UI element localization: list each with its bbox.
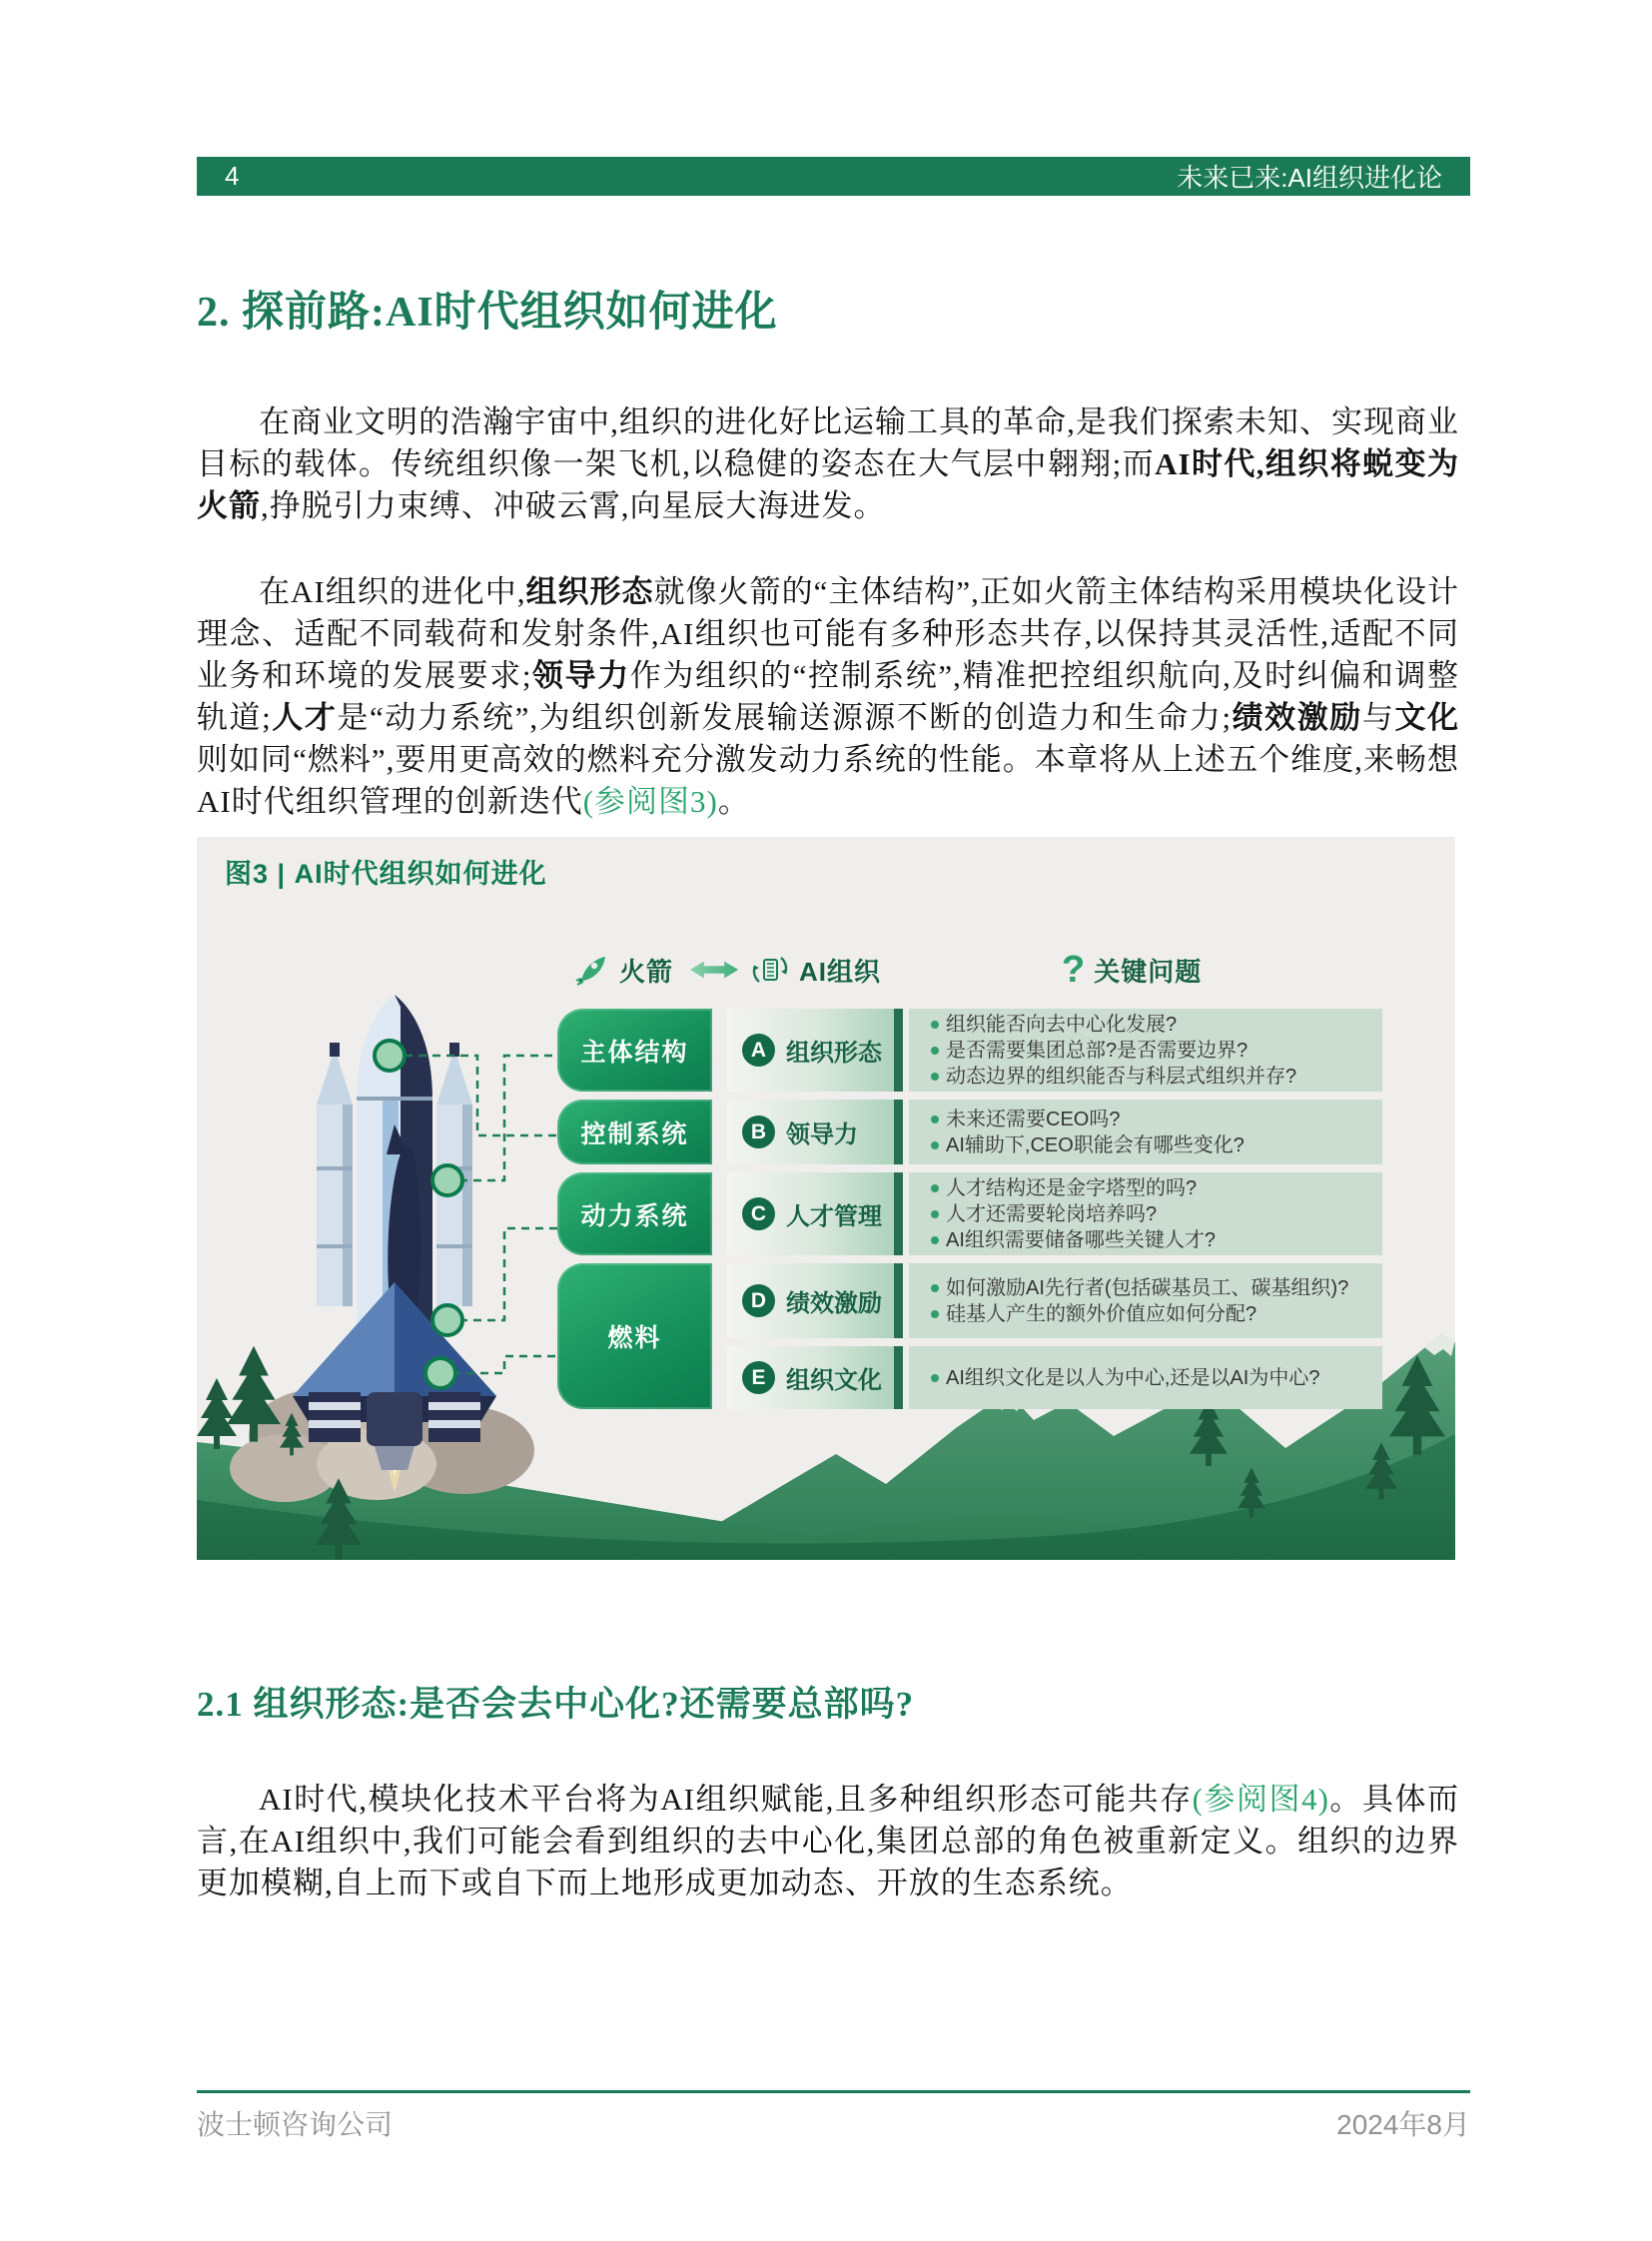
badge-a: A <box>742 1034 775 1067</box>
dimension-incentive: D 绩效激励 <box>727 1263 903 1338</box>
footer-company: 波士顿咨询公司 <box>197 2109 394 2140</box>
text-run: 就像火箭的“主体结构”,正如火箭主体结构采用模块化设计理念、适配不同载荷和发射条件,AI组织也可能有多种形态共存,以保持其灵活性,适配不同业务和环境的发展要求; <box>197 574 1459 693</box>
question-item: 人才还需要轮岗培养吗? <box>929 1201 1382 1227</box>
legend-questions <box>1062 947 1202 993</box>
figure-3 <box>197 837 1455 1560</box>
text-run: 在商业文明的浩瀚宇宙中,组织的进化好比运输工具的革命,是我们探索未知、实现商业目标的载体。传统组织像一架飞机,以稳健的姿态在大气层中翱翔;而 <box>197 404 1459 481</box>
legend-rocket-label: 火箭 <box>619 956 674 987</box>
question-item: AI组织文化是以人为中心,还是以AI为中心? <box>929 1365 1382 1391</box>
text-run: ,挣脱引力束缚、冲破云霄,向星辰大海进发。 <box>261 488 886 523</box>
badge-c: C <box>742 1197 775 1230</box>
question-mark-icon: ? <box>1062 949 1086 991</box>
question-item: 动态边界的组织能否与科层式组织并存? <box>929 1064 1382 1090</box>
section-heading: 2. 探前路:AI时代组织如何进化 <box>197 290 778 336</box>
rocket-icon <box>574 952 610 988</box>
figure-title: 图3 | AI时代组织如何进化 <box>225 859 547 889</box>
text-run: 作为组织的“控制系统”,精准把控组织航向,及时纠偏和调整轨道; <box>197 658 1459 735</box>
text-run: 与 <box>1361 700 1395 735</box>
pill-body-structure: 主体结构 <box>557 1009 712 1092</box>
question-item: 如何激励AI先行者(包括碳基员工、碳基组织)? <box>929 1275 1382 1301</box>
text-run: 在AI组织的进化中, <box>259 574 526 609</box>
text-run: 。具体而言,在AI组织中,我们可能会看到组织的去中心化,集团总部的角色被重新定义。组织的边界更加模糊,自上而下或自下而上地形成更加动态、开放的生态系统。 <box>197 1782 1460 1900</box>
page-footer <box>197 2103 1470 2143</box>
text-run: 组织形态 <box>525 574 654 609</box>
subsection-heading: 2.1 组织形态:是否会去中心化?还需要总部吗? <box>197 1685 915 1724</box>
text-run: 绩效激励 <box>1232 700 1362 735</box>
figure-reference-link[interactable]: (参阅图4) <box>1192 1782 1329 1817</box>
badge-e: E <box>742 1361 775 1394</box>
legend-rocket <box>574 947 673 993</box>
text-run: 文化 <box>1394 700 1459 735</box>
paragraph-2 <box>197 571 1459 823</box>
dimension-culture: E 组织文化 <box>727 1346 903 1409</box>
questions-culture <box>909 1346 1382 1409</box>
text-run: AI时代,模块化技术平台将为AI组织赋能,且多种组织形态可能共存 <box>259 1782 1193 1817</box>
running-title: 未来已来:AI组织进化论 <box>1177 163 1442 193</box>
pill-control-system: 控制系统 <box>557 1100 712 1164</box>
questions-leadership <box>909 1100 1382 1164</box>
question-item: AI组织需要储备哪些关键人才? <box>929 1227 1382 1253</box>
paragraph-1 <box>197 401 1459 527</box>
question-item: 未来还需要CEO吗? <box>929 1107 1382 1132</box>
legend-questions-label: 关键问题 <box>1094 956 1203 987</box>
dimension-talent: C 人才管理 <box>727 1172 903 1255</box>
question-item: 人才结构还是金字塔型的吗? <box>929 1175 1382 1201</box>
pill-power-system: 动力系统 <box>557 1172 712 1255</box>
text-run: 人才 <box>271 700 338 735</box>
footer-divider <box>197 2090 1470 2093</box>
question-item: 硅基人产生的额外价值应如何分配? <box>929 1301 1382 1327</box>
legend-org <box>750 947 881 993</box>
text-run: 是“动力系统”,为组织创新发展输送源源不断的创造力和生命力; <box>337 700 1233 735</box>
left-right-arrow-icon <box>688 958 740 987</box>
figure-reference-link[interactable]: (参阅图3) <box>582 784 718 819</box>
questions-org-form <box>909 1009 1382 1092</box>
question-item: 组织能否向去中心化发展? <box>929 1012 1382 1038</box>
badge-d: D <box>742 1284 775 1317</box>
footer-date: 2024年8月 <box>1336 2109 1470 2140</box>
text-run: AI时代,组织将蜕变为火箭 <box>197 446 1459 523</box>
dimension-leadership: B 领导力 <box>727 1100 903 1164</box>
text-run: 领导力 <box>531 658 630 693</box>
question-item: 是否需要集团总部?是否需要边界? <box>929 1038 1382 1064</box>
page-header-bar <box>197 157 1470 196</box>
dimension-org-form: A 组织形态 <box>727 1009 903 1092</box>
badge-b: B <box>742 1116 775 1148</box>
pill-fuel: 燃料 <box>557 1263 712 1409</box>
org-cycle-icon <box>750 950 790 990</box>
questions-incentive <box>909 1263 1382 1338</box>
question-item: AI辅助下,CEO职能会有哪些变化? <box>929 1132 1382 1158</box>
text-run: 则如同“燃料”,要用更高效的燃料充分激发动力系统的性能。本章将从上述五个维度,来畅想AI时代组织管理的创新迭代 <box>197 742 1459 819</box>
text-run: 。 <box>717 784 750 819</box>
legend-org-label: AI组织 <box>799 956 882 987</box>
questions-talent <box>909 1172 1382 1255</box>
page-number: 4 <box>225 161 240 191</box>
paragraph-3 <box>197 1779 1459 1904</box>
